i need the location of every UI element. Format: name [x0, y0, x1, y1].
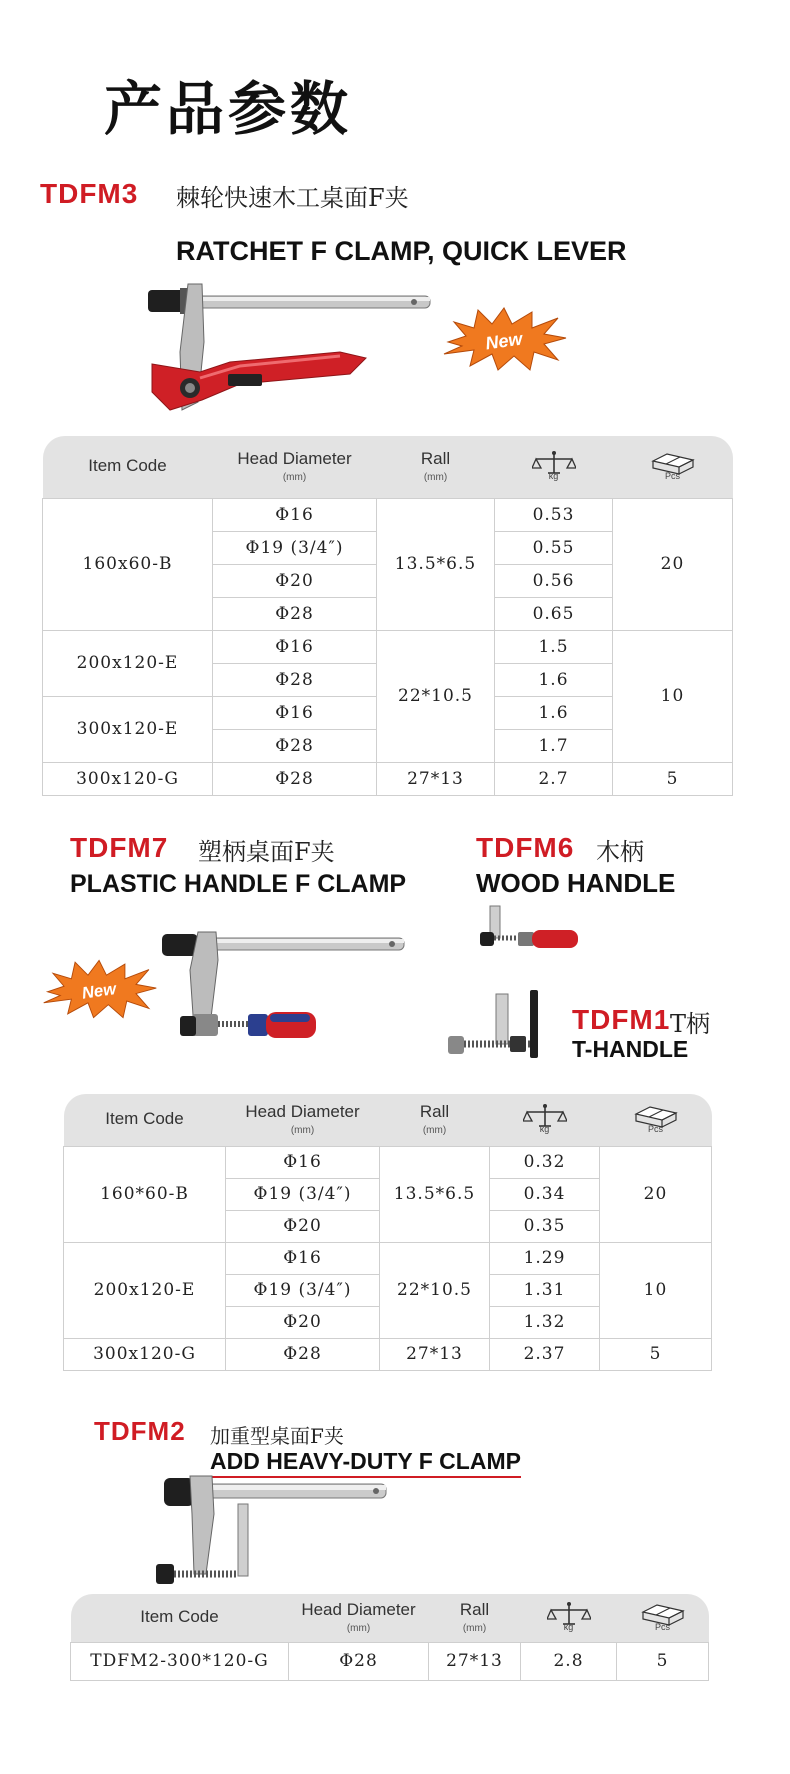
pcs-cell: 10 [600, 1242, 712, 1338]
tdfm6-code: TDFM6 [476, 832, 575, 863]
diameter-cell: Φ16 [213, 630, 377, 663]
weight-cell: 1.6 [495, 663, 613, 696]
item-code-cell: 160*60-B [64, 1146, 226, 1242]
diameter-cell: Φ28 [213, 762, 377, 795]
tdfm6-en-name: WOOD HANDLE [476, 868, 676, 898]
diameter-cell: Φ28 [289, 1642, 429, 1680]
table-row [43, 630, 733, 663]
item-code-cell: 300x120-G [64, 1338, 226, 1370]
tdfm3-cn-name: 棘轮快速木工桌面F夹 [176, 184, 409, 212]
rall-cell: 22*10.5 [380, 1242, 490, 1338]
tdfm7-en-name: PLASTIC HANDLE F CLAMP [70, 870, 407, 898]
svg-text:New: New [80, 979, 118, 1003]
boxes-icon: Pcs [641, 1600, 685, 1630]
heavy-duty-clamp-image [150, 1474, 390, 1592]
diameter-cell: Φ16 [226, 1146, 380, 1178]
diameter-cell: Φ28 [213, 729, 377, 762]
tdfm2-spec-table [70, 1594, 709, 1681]
diameter-cell: Φ20 [213, 564, 377, 597]
pcs-cell: 5 [613, 762, 733, 795]
rall-cell: 13.5*6.5 [377, 498, 495, 630]
tdfm2-cn-name: 加重型桌面F夹 [210, 1424, 344, 1448]
header-rall: Rall (mm) [429, 1594, 521, 1642]
item-code-cell: 200x120-E [64, 1242, 226, 1338]
scale-icon: kg [547, 1600, 591, 1630]
weight-cell: 1.31 [490, 1274, 600, 1306]
pcs-cell: 20 [600, 1146, 712, 1242]
boxes-icon: Pcs [634, 1102, 678, 1132]
ratchet-clamp-image [140, 282, 440, 432]
tdfm1-en-name: T-HANDLE [572, 1036, 689, 1062]
tdfm2-en-name: ADD HEAVY-DUTY F CLAMP [210, 1448, 521, 1478]
header-rall: Rall (mm) [380, 1094, 490, 1146]
tdfm1-cn-name: T柄 [670, 1010, 711, 1038]
header-item-code: Item Code [71, 1594, 289, 1642]
header-weight [490, 1094, 600, 1146]
weight-cell: 0.65 [495, 597, 613, 630]
rall-cell: 27*13 [377, 762, 495, 795]
table-row [64, 1242, 712, 1274]
weight-cell: 0.32 [490, 1146, 600, 1178]
weight-cell: 0.35 [490, 1210, 600, 1242]
diameter-cell: Φ20 [226, 1210, 380, 1242]
table-row [64, 1338, 712, 1370]
header-item-code: Item Code [43, 436, 213, 498]
weight-cell: 1.7 [495, 729, 613, 762]
table-row [71, 1642, 709, 1680]
header-weight [521, 1594, 617, 1642]
weight-cell: 1.5 [495, 630, 613, 663]
weight-cell: 2.37 [490, 1338, 600, 1370]
weight-cell: 1.29 [490, 1242, 600, 1274]
item-code-cell: 200x120-E [43, 630, 213, 696]
pcs-cell: 5 [600, 1338, 712, 1370]
item-code-cell: 300x120-G [43, 762, 213, 795]
rall-cell: 13.5*6.5 [380, 1146, 490, 1242]
header-pcs [600, 1094, 712, 1146]
tdfm7-cn-name: 塑柄桌面F夹 [198, 838, 335, 866]
weight-cell: 1.6 [495, 696, 613, 729]
diameter-cell: Φ28 [213, 597, 377, 630]
diameter-cell: Φ28 [213, 663, 377, 696]
weight-cell: 0.56 [495, 564, 613, 597]
weight-cell: 2.8 [521, 1642, 617, 1680]
tdfm7-spec-table [63, 1094, 712, 1371]
header-head-diameter: Head Diameter (mm) [226, 1094, 380, 1146]
header-item-code: Item Code [64, 1094, 226, 1146]
header-head-diameter: Head Diameter (mm) [213, 436, 377, 498]
diameter-cell: Φ19 (3/4″) [226, 1274, 380, 1306]
diameter-cell: Φ19 (3/4″) [226, 1178, 380, 1210]
tdfm3-code: TDFM3 [40, 178, 139, 209]
table-row [43, 498, 733, 531]
table-row [43, 762, 733, 795]
tdfm3-spec-table [42, 436, 733, 796]
weight-cell: 0.53 [495, 498, 613, 531]
weight-cell: 1.32 [490, 1306, 600, 1338]
scale-icon: kg [532, 449, 576, 479]
diameter-cell: Φ16 [213, 498, 377, 531]
item-code-cell: TDFM2-300*120-G [71, 1642, 289, 1680]
pcs-cell: 10 [613, 630, 733, 762]
item-code-cell: 160x60-B [43, 498, 213, 630]
tdfm2-code: TDFM2 [94, 1416, 186, 1446]
diameter-cell: Φ20 [226, 1306, 380, 1338]
header-head-diameter: Head Diameter (mm) [289, 1594, 429, 1642]
svg-text:New: New [484, 328, 524, 354]
weight-cell: 2.7 [495, 762, 613, 795]
pcs-cell: 5 [617, 1642, 709, 1680]
header-weight [495, 436, 613, 498]
weight-cell: 0.55 [495, 531, 613, 564]
wood-handle-clamp-image [476, 904, 586, 954]
rall-cell: 22*10.5 [377, 630, 495, 762]
tdfm6-cn-name: 木柄 [596, 838, 644, 866]
weight-cell: 0.34 [490, 1178, 600, 1210]
tdfm7-code: TDFM7 [70, 832, 169, 863]
tdfm1-code: TDFM1 [572, 1004, 671, 1035]
tdfm3-en-name: RATCHET F CLAMP, QUICK LEVER [176, 236, 627, 266]
diameter-cell: Φ19 (3/4″) [213, 531, 377, 564]
new-badge-icon [40, 956, 160, 1022]
scale-icon: kg [523, 1102, 567, 1132]
header-pcs [617, 1594, 709, 1642]
table-row [64, 1146, 712, 1178]
plastic-handle-clamp-image [158, 930, 408, 1046]
page-title: 产品参数 [104, 75, 353, 143]
diameter-cell: Φ16 [213, 696, 377, 729]
diameter-cell: Φ16 [226, 1242, 380, 1274]
new-badge-icon [440, 306, 570, 372]
header-rall: Rall (mm) [377, 436, 495, 498]
boxes-icon: Pcs [651, 449, 695, 479]
header-pcs [613, 436, 733, 498]
diameter-cell: Φ28 [226, 1338, 380, 1370]
item-code-cell: 300x120-E [43, 696, 213, 762]
rall-cell: 27*13 [429, 1642, 521, 1680]
rall-cell: 27*13 [380, 1338, 490, 1370]
t-handle-clamp-image [446, 988, 556, 1062]
pcs-cell: 20 [613, 498, 733, 630]
